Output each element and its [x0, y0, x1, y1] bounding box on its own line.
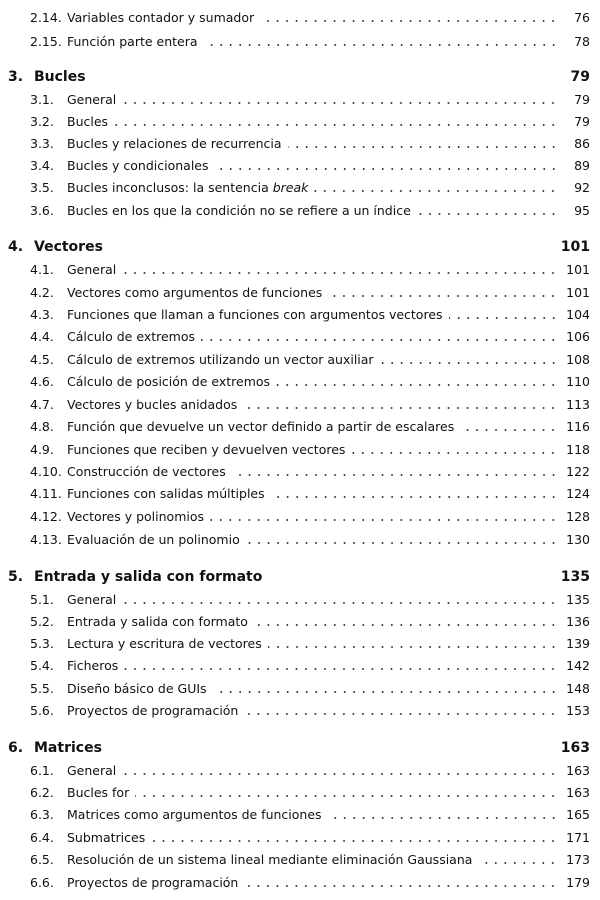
toc-entry-page-number: 122 — [566, 464, 590, 479]
toc-section-entry[interactable] — [30, 327, 590, 347]
toc-entry-number: 2.14. — [30, 10, 62, 25]
toc-entry-page-number: 165 — [566, 807, 590, 822]
toc-section-entry[interactable] — [30, 507, 590, 527]
toc-entry-title-text: General — [67, 592, 117, 607]
toc-entry-number: 3.6. — [30, 203, 54, 218]
toc-entry-page-number: 136 — [566, 614, 590, 629]
toc-dot-leader — [122, 601, 558, 605]
toc-entry-title — [34, 236, 103, 258]
toc-entry-number: 5.2. — [30, 614, 54, 629]
toc-dot-leader — [122, 271, 558, 275]
toc-entry-page-number: 79 — [570, 69, 590, 85]
toc-entry-title — [67, 32, 198, 52]
toc-entry-number: 4.4. — [30, 329, 54, 344]
toc-entry-title — [67, 761, 116, 781]
toc-entry-number: 2.15. — [30, 34, 62, 49]
toc-dot-leader — [244, 884, 558, 888]
toc-entry-number: 5.4. — [30, 658, 54, 673]
toc-entry-title — [67, 350, 374, 370]
toc-entry-title-text: Cálculo de posición de extremos — [67, 374, 271, 389]
toc-section-entry[interactable] — [30, 701, 590, 721]
toc-entry-page-number: 110 — [566, 374, 590, 389]
toc-entry-title — [67, 462, 226, 482]
toc-entry-page-number: 86 — [574, 136, 590, 151]
toc-entry-title-text: Proyectos de programación — [67, 703, 239, 718]
toc-entry-page-number: 135 — [566, 592, 590, 607]
toc-entry-number: 4.2. — [30, 285, 54, 300]
toc-entry-title-text: Función que devuelve un vector definido a partir de escalares — [67, 419, 455, 434]
toc-entry-number: 4.12. — [30, 509, 62, 524]
toc-entry-page-number: 124 — [566, 486, 590, 501]
toc-entry-title — [67, 372, 270, 392]
toc-entry-title-text: Diseño básico de GUIs — [67, 681, 207, 696]
toc-entry-title-text: Bucles — [34, 69, 86, 85]
toc-entry-page-number: 108 — [566, 352, 590, 367]
toc-section-entry[interactable] — [30, 590, 590, 610]
toc-entry-title-text: Lectura y escritura de vectores — [67, 636, 262, 651]
toc-entry-number: 6.2. — [30, 785, 54, 800]
toc-section-entry[interactable] — [30, 679, 590, 699]
toc-section-entry[interactable] — [30, 873, 590, 893]
toc-entry-title-text: Vectores y polinomios — [67, 509, 205, 524]
toc-entry-title-text: General — [67, 763, 117, 778]
toc-entry-title-text: Bucles y condicionales — [67, 158, 209, 173]
toc-dot-leader — [276, 383, 558, 387]
toc-entry-page-number: 95 — [574, 203, 590, 218]
toc-entry-title-text: Vectores — [34, 239, 103, 255]
toc-dot-leader — [204, 43, 558, 47]
toc-entry-page-number: 139 — [566, 636, 590, 651]
toc-section-entry[interactable] — [30, 372, 590, 392]
toc-entry-number: 3.3. — [30, 136, 54, 151]
toc-entry-number: 4.6. — [30, 374, 54, 389]
toc-entry-number: 5. — [8, 569, 24, 585]
toc-section-entry[interactable] — [30, 417, 590, 437]
toc-entry-page-number: 135 — [560, 569, 590, 585]
toc-entry-title — [34, 66, 86, 88]
toc-entry-title — [67, 679, 207, 699]
toc-entry-title-text: Bucles y relaciones de recurrencia — [67, 136, 282, 151]
toc-entry-page-number: 171 — [566, 830, 590, 845]
toc-section-entry[interactable] — [30, 156, 590, 176]
toc-dot-leader — [449, 316, 558, 320]
toc-dot-leader — [243, 406, 558, 410]
toc-entry-title-text: Bucles for — [67, 785, 130, 800]
toc-dot-leader — [328, 816, 558, 820]
toc-section-entry[interactable] — [30, 462, 590, 482]
toc-entry-title — [67, 417, 454, 437]
toc-entry-page-number: 130 — [566, 532, 590, 547]
toc-entry-number: 3.4. — [30, 158, 54, 173]
toc-entry-title-text: Bucles inconclusos: la sentencia — [67, 180, 273, 195]
toc-chapter-entry[interactable] — [8, 236, 590, 258]
toc-section-entry[interactable] — [30, 612, 590, 632]
toc-entry-title-text: Cálculo de extremos — [67, 329, 196, 344]
toc-section-entry[interactable] — [30, 178, 590, 198]
toc-dot-leader — [124, 667, 558, 671]
toc-entry-number: 4.13. — [30, 532, 62, 547]
toc-dot-leader — [314, 189, 558, 193]
toc-dot-leader — [460, 428, 558, 432]
toc-section-entry[interactable] — [30, 656, 590, 676]
toc-entry-number: 4.3. — [30, 307, 54, 322]
toc-entry-number: 6. — [8, 740, 24, 756]
toc-entry-title-text: Entrada y salida con formato — [67, 614, 248, 629]
toc-entry-title — [67, 395, 237, 415]
toc-entry-title-text: Bucles — [67, 114, 109, 129]
toc-entry-title — [67, 701, 238, 721]
toc-section-entry[interactable] — [30, 634, 590, 654]
toc-entry-title — [67, 327, 195, 347]
toc-entry-title-text: Variables contador y sumador — [67, 10, 255, 25]
toc-entry-title-text: Vectores como argumentos de funciones — [67, 285, 323, 300]
toc-section-entry[interactable] — [30, 283, 590, 303]
toc-dot-leader — [151, 839, 558, 843]
toc-entry-number: 4.5. — [30, 352, 54, 367]
toc-section-entry[interactable] — [30, 395, 590, 415]
toc-entry-title-text: Construcción de vectores — [67, 464, 226, 479]
toc-section-entry[interactable] — [30, 850, 590, 870]
toc-entry-number: 6.4. — [30, 830, 54, 845]
toc-entry-title-text: Entrada y salida con formato — [34, 569, 263, 585]
toc-entry-title — [67, 805, 322, 825]
toc-entry-page-number: 79 — [574, 92, 590, 107]
toc-dot-leader — [213, 690, 558, 694]
toc-entry-title-text: Matrices — [34, 740, 102, 756]
toc-entry-title-text: Evaluación de un polinomio — [67, 532, 240, 547]
toc-entry-title-text: Matrices como argumentos de funciones — [67, 807, 322, 822]
toc-entry-page-number: 89 — [574, 158, 590, 173]
toc-dot-leader — [328, 294, 558, 298]
toc-entry-page-number: 128 — [566, 509, 590, 524]
toc-entry-title — [67, 156, 209, 176]
toc-dot-leader — [244, 712, 558, 716]
toc-entry-title — [67, 783, 129, 803]
toc-entry-page-number: 101 — [560, 239, 590, 255]
toc-entry-title — [67, 590, 116, 610]
toc-section-entry[interactable] — [30, 783, 590, 803]
toc-entry-number: 4.10. — [30, 464, 62, 479]
toc-section-entry[interactable] — [30, 260, 590, 280]
toc-entry-title — [67, 530, 240, 550]
toc-entry-number: 3. — [8, 69, 24, 85]
toc-section-entry[interactable] — [30, 201, 590, 221]
toc-entry-page-number: 173 — [566, 852, 590, 867]
toc-entry-title — [67, 634, 262, 654]
toc-entry-number: 6.1. — [30, 763, 54, 778]
toc-entry-title-text: Funciones que reciben y devuelven vectores — [67, 442, 346, 457]
toc-section-entry[interactable] — [30, 32, 590, 52]
toc-entry-number: 4.11. — [30, 486, 62, 501]
toc-entry-page-number: 179 — [566, 875, 590, 890]
toc-entry-number: 4. — [8, 239, 24, 255]
toc-dot-leader — [260, 19, 558, 23]
toc-chapter-entry[interactable] — [8, 737, 590, 759]
toc-entry-number: 6.6. — [30, 875, 54, 890]
toc-section-entry[interactable] — [30, 350, 590, 370]
toc-entry-title — [67, 828, 145, 848]
toc-dot-leader — [351, 451, 558, 455]
toc-entry-title-text: Submatrices — [67, 830, 146, 845]
toc-dot-leader — [380, 361, 558, 365]
toc-dot-leader — [268, 645, 558, 649]
toc-entry-page-number: 106 — [566, 329, 590, 344]
toc-entry-title — [67, 484, 265, 504]
toc-entry-title-text: Funciones que llaman a funciones con argumentos vectores — [67, 307, 443, 322]
toc-dot-leader — [114, 123, 558, 127]
toc-dot-leader — [210, 518, 558, 522]
toc-entry-page-number: 92 — [574, 180, 590, 195]
toc-section-entry[interactable] — [30, 112, 590, 132]
toc-dot-leader — [271, 495, 558, 499]
toc-entry-title — [67, 656, 118, 676]
toc-entry-title-text: Vectores y bucles anidados — [67, 397, 238, 412]
toc-entry-title — [67, 8, 254, 28]
toc-entry-title — [34, 566, 262, 588]
toc-section-entry[interactable] — [30, 828, 590, 848]
toc-entry-title-text: General — [67, 262, 117, 277]
toc-entry-number: 4.9. — [30, 442, 54, 457]
toc-chapter-entry[interactable] — [8, 66, 590, 88]
toc-dot-leader — [478, 861, 558, 865]
toc-dot-leader — [122, 101, 558, 105]
toc-entry-title — [67, 178, 308, 198]
toc-entry-title — [67, 283, 322, 303]
toc-entry-title-text: Ficheros — [67, 658, 119, 673]
toc-chapter-entry[interactable] — [8, 566, 590, 588]
toc-entry-page-number: 101 — [566, 262, 590, 277]
toc-dot-leader — [288, 145, 558, 149]
toc-entry-title-text: Bucles en los que la condición no se refiere a un índice — [67, 203, 411, 218]
toc-section-entry[interactable] — [30, 761, 590, 781]
toc-entry-page-number: 78 — [574, 34, 590, 49]
toc-section-entry[interactable] — [30, 305, 590, 325]
toc-entry-title-emphasis: break — [272, 180, 309, 195]
toc-entry-number: 5.6. — [30, 703, 54, 718]
toc-dot-leader — [254, 623, 558, 627]
toc-section-entry[interactable] — [30, 134, 590, 154]
toc-entry-number: 4.1. — [30, 262, 54, 277]
toc-entry-number: 3.1. — [30, 92, 54, 107]
toc-entry-page-number: 148 — [566, 681, 590, 696]
toc-section-entry[interactable] — [30, 90, 590, 110]
toc-entry-title-text: Función parte entera — [67, 34, 198, 49]
toc-dot-leader — [201, 338, 558, 342]
toc-entry-number: 5.5. — [30, 681, 54, 696]
toc-entry-title — [67, 90, 116, 110]
toc-entry-title-text: Funciones con salidas múltiples — [67, 486, 265, 501]
toc-dot-leader — [232, 473, 558, 477]
toc-dot-leader — [135, 794, 558, 798]
toc-entry-page-number: 163 — [566, 763, 590, 778]
toc-entry-title — [67, 305, 443, 325]
toc-entry-title-text: Proyectos de programación — [67, 875, 239, 890]
toc-entry-number: 3.2. — [30, 114, 54, 129]
toc-entry-title — [67, 260, 116, 280]
toc-entry-page-number: 79 — [574, 114, 590, 129]
toc-entry-title — [67, 850, 472, 870]
toc-entry-number: 5.1. — [30, 592, 54, 607]
toc-section-entry[interactable] — [30, 440, 590, 460]
toc-dot-leader — [246, 541, 558, 545]
toc-section-entry[interactable] — [30, 8, 590, 28]
toc-entry-number: 4.7. — [30, 397, 54, 412]
toc-entry-title-text: General — [67, 92, 117, 107]
toc-section-entry[interactable] — [30, 805, 590, 825]
toc-section-entry[interactable] — [30, 484, 590, 504]
toc-entry-title — [67, 112, 108, 132]
toc-entry-page-number: 163 — [566, 785, 590, 800]
toc-entry-page-number: 116 — [566, 419, 590, 434]
toc-dot-leader — [417, 212, 558, 216]
toc-entry-title — [67, 134, 282, 154]
toc-section-entry[interactable] — [30, 530, 590, 550]
toc-entry-number: 3.5. — [30, 180, 54, 195]
toc-entry-number: 6.5. — [30, 852, 54, 867]
toc-entry-page-number: 163 — [560, 740, 590, 756]
toc-entry-page-number: 153 — [566, 703, 590, 718]
toc-entry-page-number: 76 — [574, 10, 590, 25]
toc-entry-page-number: 118 — [566, 442, 590, 457]
toc-entry-title — [67, 873, 238, 893]
toc-dot-leader — [122, 772, 558, 776]
toc-entry-number: 5.3. — [30, 636, 54, 651]
toc-entry-page-number: 142 — [566, 658, 590, 673]
toc-dot-leader — [215, 167, 559, 171]
toc-entry-page-number: 104 — [566, 307, 590, 322]
toc-entry-title-text: Resolución de un sistema lineal mediante eliminación Gaussiana — [67, 852, 473, 867]
toc-entry-title-text: Cálculo de extremos utilizando un vector auxiliar — [67, 352, 374, 367]
toc-entry-title — [67, 201, 411, 221]
toc-entry-title — [67, 440, 345, 460]
toc-entry-page-number: 113 — [566, 397, 590, 412]
toc-entry-title — [67, 612, 248, 632]
toc-entry-title — [34, 737, 102, 759]
toc-entry-title — [67, 507, 204, 527]
toc-entry-number: 4.8. — [30, 419, 54, 434]
toc-entry-page-number: 101 — [566, 285, 590, 300]
toc-entry-number: 6.3. — [30, 807, 54, 822]
